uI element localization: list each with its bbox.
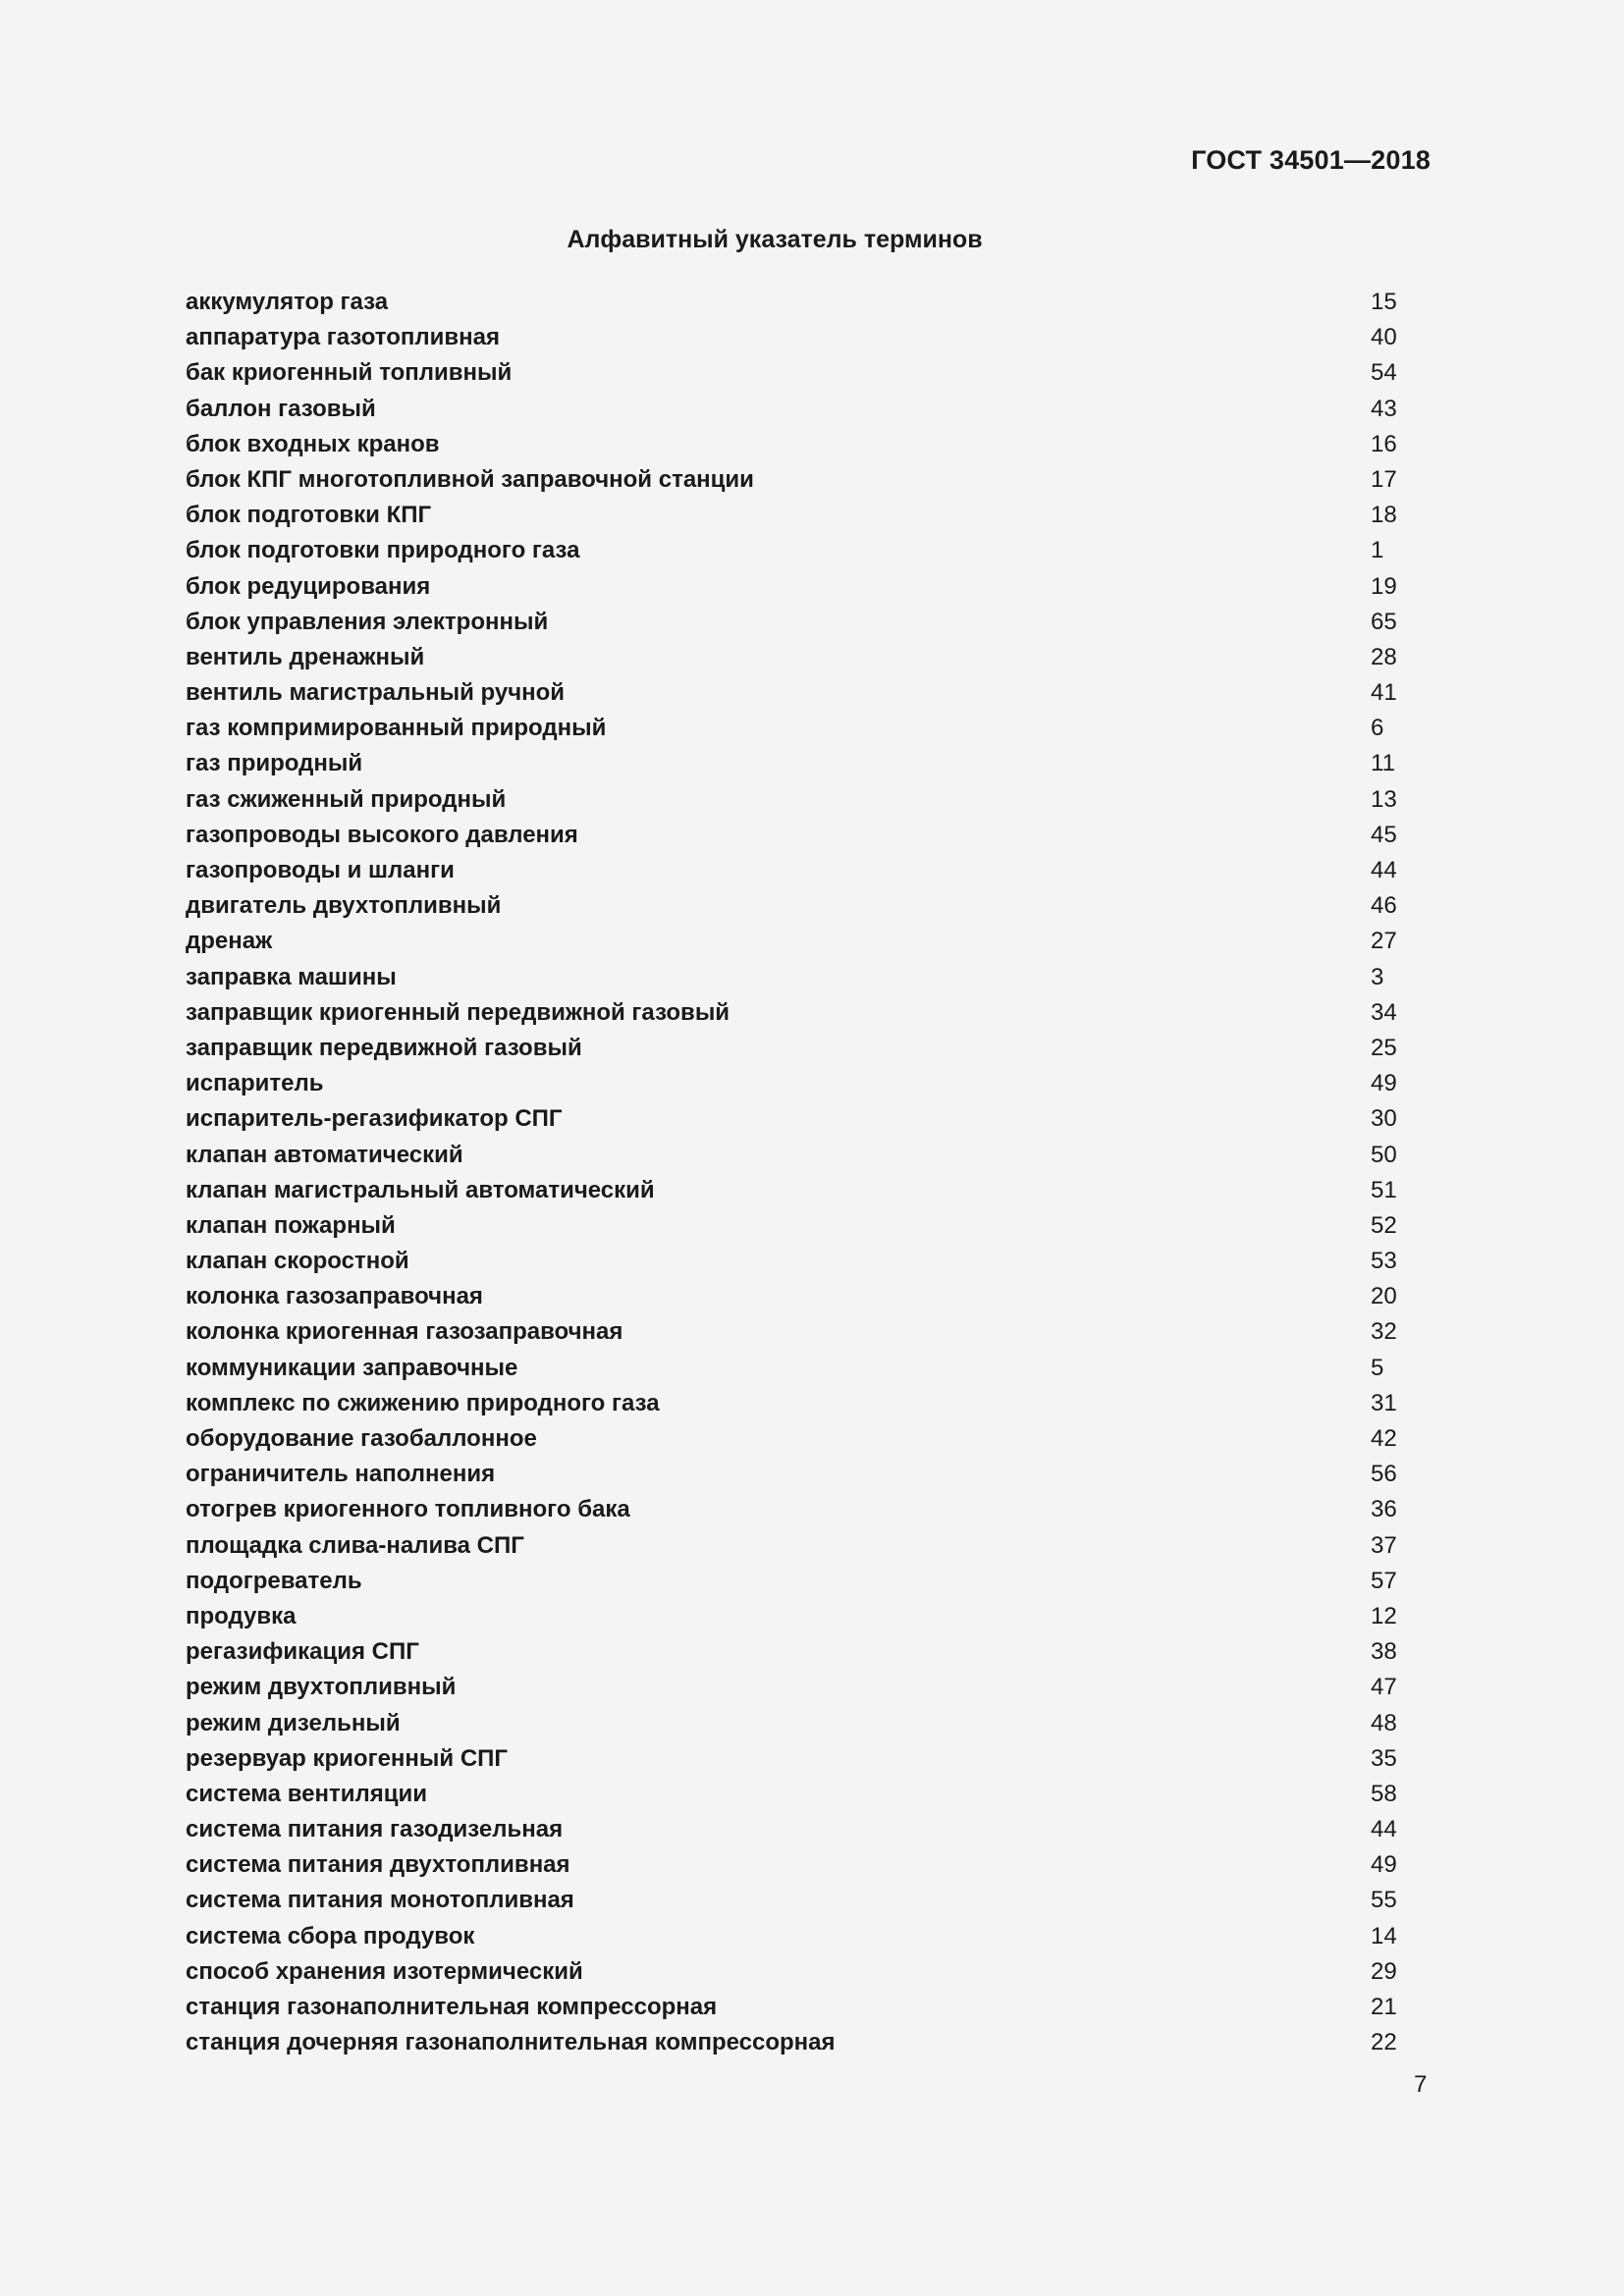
index-term: газопроводы и шланги (186, 857, 455, 883)
index-entry (186, 1634, 1398, 1670)
index-entry (186, 462, 1398, 498)
index-term-ref: 6 (1371, 715, 1384, 742)
index-term: клапан автоматический (186, 1141, 463, 1168)
index-entry (186, 1954, 1398, 1990)
index-entry (186, 392, 1398, 427)
index-entry (186, 1847, 1398, 1883)
index-term: двигатель двухтопливный (186, 892, 502, 920)
index-term-ref: 65 (1371, 608, 1397, 635)
index-term-ref: 48 (1371, 1709, 1397, 1736)
index-term: газ компримированный природный (186, 715, 607, 742)
index-term-ref: 14 (1371, 1922, 1397, 1949)
index-term: режим двухтопливный (186, 1674, 457, 1701)
index-term-ref: 3 (1371, 963, 1384, 990)
index-term-ref: 16 (1371, 430, 1397, 457)
index-term: режим дизельный (186, 1709, 401, 1736)
index-entry (186, 675, 1398, 711)
index-term: комплекс по сжижению природного газа (186, 1389, 660, 1416)
index-term-ref: 51 (1371, 1176, 1397, 1203)
index-term-ref: 44 (1371, 857, 1397, 883)
index-term: регазификация СПГ (186, 1638, 419, 1666)
index-term-ref: 35 (1371, 1744, 1397, 1772)
index-term: газ природный (186, 750, 363, 777)
index-term-ref: 15 (1371, 289, 1397, 315)
index-term-ref: 25 (1371, 1034, 1397, 1061)
index-entry (186, 1919, 1398, 1954)
index-term-ref: 36 (1371, 1496, 1397, 1523)
index-entry (186, 1706, 1398, 1741)
index-term-ref: 1 (1371, 537, 1384, 564)
index-term-ref: 50 (1371, 1141, 1397, 1168)
index-term-ref: 12 (1371, 1602, 1397, 1629)
index-term: заправщик криогенный передвижной газовый (186, 998, 731, 1026)
index-term-ref: 29 (1371, 1957, 1397, 1985)
index-term: бак криогенный топливный (186, 359, 513, 387)
index-entry (186, 1528, 1398, 1564)
index-term-ref: 45 (1371, 821, 1397, 848)
index-entry (186, 924, 1398, 959)
index-term: клапан магистральный автоматический (186, 1176, 655, 1203)
index-term-ref: 21 (1371, 1994, 1397, 2020)
index-entry (186, 995, 1398, 1031)
index-entry (186, 498, 1398, 533)
index-term-ref: 52 (1371, 1211, 1397, 1239)
index-term: блок входных кранов (186, 430, 440, 457)
index-term: система питания газодизельная (186, 1816, 564, 1843)
index-term-ref: 20 (1371, 1283, 1397, 1310)
index-term-ref: 42 (1371, 1425, 1397, 1452)
index-entry (186, 1599, 1398, 1634)
index-entry (186, 2025, 1398, 2060)
index-term-ref: 55 (1371, 1887, 1397, 1914)
index-term: колонка газозаправочная (186, 1283, 483, 1310)
index-term-ref: 47 (1371, 1674, 1397, 1701)
index-entry (186, 1990, 1398, 2025)
index-term: способ хранения изотермический (186, 1957, 583, 1985)
index-entry (186, 320, 1398, 355)
index-entry (186, 1492, 1398, 1527)
index-term: газопроводы высокого давления (186, 821, 578, 848)
index-entry (186, 1812, 1398, 1847)
index-term-ref: 53 (1371, 1248, 1397, 1275)
index-term-ref: 57 (1371, 1567, 1397, 1594)
index-term: клапан пожарный (186, 1211, 396, 1239)
index-term: испаритель (186, 1070, 324, 1097)
index-term: вентиль магистральный ручной (186, 679, 566, 707)
index-term: станция дочерняя газонаполнительная компрессорная (186, 2029, 836, 2056)
index-entry (186, 711, 1398, 746)
index-term-ref: 19 (1371, 572, 1397, 600)
index-term-ref: 30 (1371, 1105, 1397, 1133)
index-entry (186, 853, 1398, 888)
index-term: подогреватель (186, 1567, 362, 1594)
index-entry (186, 1421, 1398, 1457)
index-term: заправщик передвижной газовый (186, 1034, 582, 1061)
index-entry (186, 1031, 1398, 1066)
index-entry (186, 533, 1398, 568)
index-term-ref: 54 (1371, 359, 1397, 387)
index-entry (186, 1351, 1398, 1386)
index-term-ref: 11 (1371, 750, 1395, 777)
index-entry (186, 285, 1398, 320)
index-term-ref: 18 (1371, 502, 1397, 529)
index-term-ref: 58 (1371, 1780, 1397, 1807)
index-entry (186, 569, 1398, 605)
index-term-ref: 49 (1371, 1070, 1397, 1097)
index-term: блок подготовки природного газа (186, 537, 580, 564)
index-term: блок КПГ многотопливной заправочной станции (186, 465, 754, 493)
index-term-ref: 28 (1371, 643, 1397, 670)
index-term-ref: 49 (1371, 1851, 1397, 1879)
index-term: испаритель-регазификатор СПГ (186, 1105, 563, 1133)
index-term-ref: 22 (1371, 2029, 1397, 2056)
index-term: площадка слива-налива СПГ (186, 1531, 524, 1559)
index-entry (186, 1138, 1398, 1173)
document-code: ГОСТ 34501—2018 (1191, 145, 1431, 175)
index-term-ref: 44 (1371, 1816, 1397, 1843)
index-entry (186, 640, 1398, 675)
index-entry (186, 1279, 1398, 1314)
term-index-list (186, 285, 1398, 2060)
index-term-ref: 43 (1371, 395, 1397, 422)
index-term: отогрев криогенного топливного бака (186, 1496, 630, 1523)
index-entry (186, 1173, 1398, 1208)
index-term: клапан скоростной (186, 1248, 409, 1275)
index-term: дренаж (186, 928, 273, 955)
index-term: аккумулятор газа (186, 289, 389, 315)
index-term: станция газонаполнительная компрессорная (186, 1994, 718, 2020)
index-entry (186, 1883, 1398, 1918)
index-term: система сбора продувок (186, 1922, 475, 1949)
index-term: газ сжиженный природный (186, 785, 507, 813)
index-term-ref: 17 (1371, 465, 1397, 493)
index-entry (186, 427, 1398, 462)
index-term: колонка криогенная газозаправочная (186, 1318, 623, 1346)
index-term: система питания двухтопливная (186, 1851, 570, 1879)
index-entry (186, 1777, 1398, 1812)
index-term: ограничитель наполнения (186, 1461, 496, 1488)
index-term: резервуар криогенный СПГ (186, 1744, 509, 1772)
index-term-ref: 56 (1371, 1461, 1397, 1488)
index-entry (186, 1244, 1398, 1279)
index-term: система питания монотопливная (186, 1887, 574, 1914)
index-entry (186, 746, 1398, 781)
index-term-ref: 27 (1371, 928, 1397, 955)
index-term: баллон газовый (186, 395, 376, 422)
index-entry (186, 960, 1398, 995)
index-title: Алфавитный указатель терминов (567, 226, 983, 253)
index-term-ref: 32 (1371, 1318, 1397, 1346)
index-entry (186, 1101, 1398, 1137)
index-entry (186, 782, 1398, 818)
index-entry (186, 1386, 1398, 1421)
index-entry (186, 818, 1398, 853)
index-entry (186, 1564, 1398, 1599)
index-entry (186, 1741, 1398, 1777)
index-entry (186, 1208, 1398, 1244)
index-term-ref: 5 (1371, 1354, 1384, 1381)
index-entry (186, 1066, 1398, 1101)
index-entry (186, 1670, 1398, 1705)
page-number: 7 (1414, 2071, 1428, 2098)
index-term: заправка машины (186, 963, 397, 990)
index-entry (186, 1457, 1398, 1492)
index-term-ref: 46 (1371, 892, 1397, 920)
index-term-ref: 38 (1371, 1638, 1397, 1666)
index-term: блок управления электронный (186, 608, 549, 635)
index-entry (186, 888, 1398, 924)
index-term-ref: 31 (1371, 1389, 1397, 1416)
index-term: продувка (186, 1602, 297, 1629)
index-term: вентиль дренажный (186, 643, 425, 670)
index-term: система вентиляции (186, 1780, 427, 1807)
index-entry (186, 1314, 1398, 1350)
index-entry (186, 355, 1398, 391)
index-term-ref: 34 (1371, 998, 1397, 1026)
index-term: аппаратура газотопливная (186, 324, 500, 351)
index-term: блок подготовки КПГ (186, 502, 432, 529)
index-entry (186, 605, 1398, 640)
index-term-ref: 40 (1371, 324, 1397, 351)
index-term-ref: 37 (1371, 1531, 1397, 1559)
index-term: блок редуцирования (186, 572, 431, 600)
index-term: оборудование газобаллонное (186, 1425, 537, 1452)
index-term-ref: 41 (1371, 679, 1397, 707)
index-term: коммуникации заправочные (186, 1354, 518, 1381)
index-term-ref: 13 (1371, 785, 1397, 813)
